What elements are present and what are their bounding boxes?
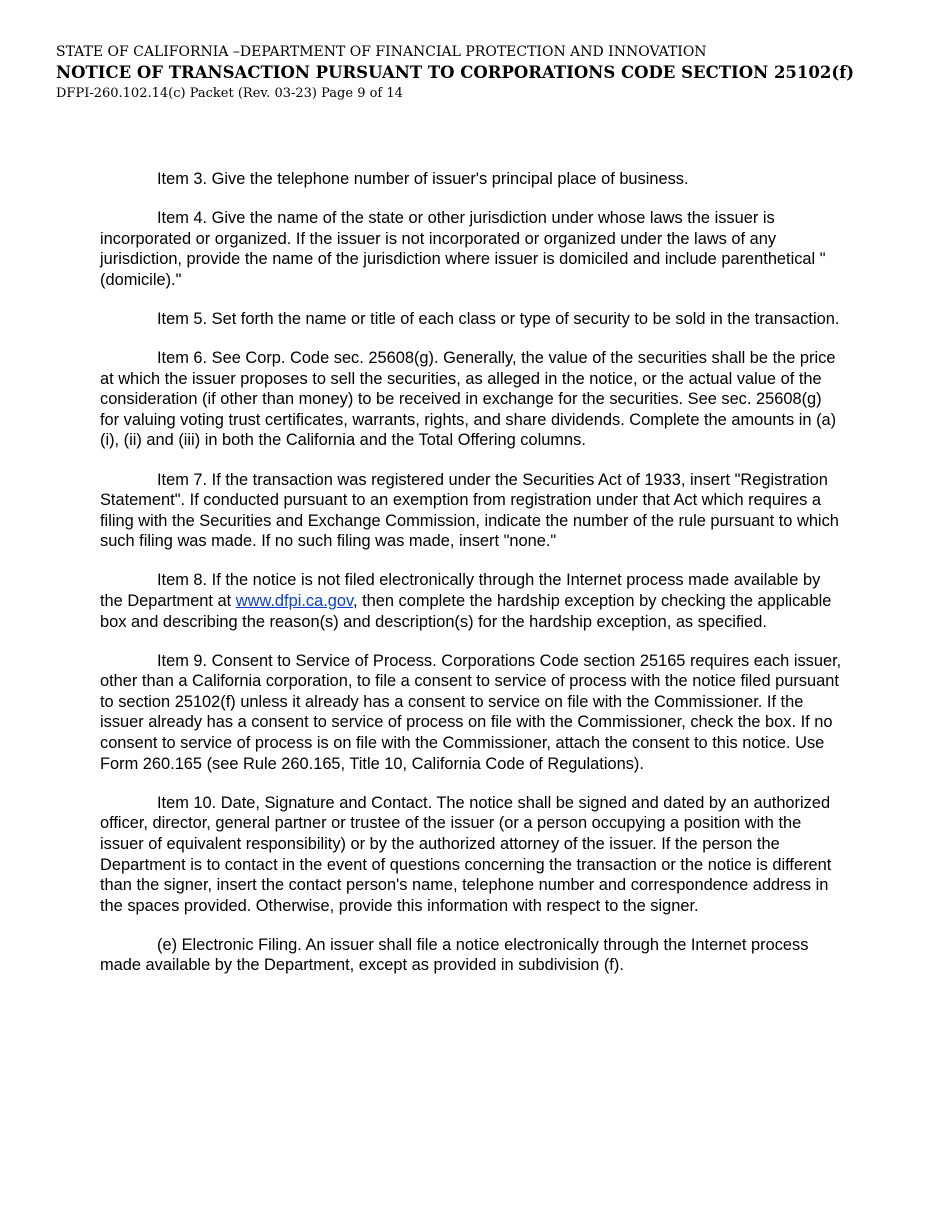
instructions-body [100,169,845,995]
page-title: NOTICE OF TRANSACTION PURSUANT TO CORPORATIONS CODE SECTION 25102(f) [56,63,855,82]
agency-name: STATE OF CALIFORNIA –DEPARTMENT OF FINANCIAL PROTECTION AND INNOVATION [56,44,707,60]
item-8-text-before: Item 8. If the notice is not filed electronically through the Internet process made available by the Department at [100,571,821,610]
item-8-paragraph [100,570,845,632]
form-id: DFPI-260.102.14(c) Packet (Rev. 03-23) Page 9 of 14 [56,86,403,101]
electronic-filing-paragraph: (e) Electronic Filing. An issuer shall file a notice electronically through the Internet process made available by the Department, except as provided in subdivision (f). [100,935,809,975]
page-header [56,42,916,104]
item-6-paragraph: Item 6. See Corp. Code sec. 25608(g). Generally, the value of the securities shall be the price at which the issuer proposes to sell the securities, as alleged in the notice, or the actual value of the consideration (if other than money) to be received in exchange for the securities. See sec. 25608(g) for valuing voting trust certificates, warrants, rights, and share dividends. Complete the amounts in (a)(i), (ii) and (iii) in both the California and the Total Offering columns. [100,349,837,450]
item-3-paragraph: Item 3. Give the telephone number of issuer's principal place of business. [157,170,689,188]
item-7-paragraph: Item 7. If the transaction was registered under the Securities Act of 1933, insert "Registration Statement". If conducted pursuant to an exemption from registration under that Act which requires a filing with the Securities and Exchange Commission, indicate the number of the rule pursuant to which such filing was made. If no such filing was made, insert "none." [100,470,839,551]
dfpi-website-link[interactable]: www.dfpi.ca.gov [235,592,353,610]
item-5-paragraph: Item 5. Set forth the name or title of each class or type of security to be sold in the transaction. [157,309,840,328]
item-10-paragraph: Item 10. Date, Signature and Contact. The notice shall be signed and dated by an authorized officer, director, general partner or trustee of the issuer (or a person occupying a position with the issuer of equivalent responsibility) or by the authorized attorney of the issuer. If the person the Department is to contact in the event of questions concerning the transaction or the notice is different than the signer, insert the contact person's name, telephone number and correspondence address in the spaces provided. Otherwise, provide this information with respect to the signer. [100,793,832,915]
item-4-paragraph: Item 4. Give the name of the state or other jurisdiction under whose laws the issuer is incorporated or organized. If the issuer is not incorporated or organized under the laws of any jurisdiction, provide the name of the jurisdiction where issuer is domiciled and include parenthetical "(domicile)." [100,209,826,289]
item-8-text-after: , then complete the hardship exception by checking the applicable box and describing the reason(s) and description(s) for the hardship exception, as specified. [100,592,832,631]
item-9-paragraph: Item 9. Consent to Service of Process. Corporations Code section 25165 requires each issuer, other than a California corporation, to file a consent to service of process with the notice filed pursuant to section 25102(f) unless it already has a consent to service on file with the Commissioner. If the issuer already has a consent to service of process on file with the Commissioner, check the box. If no consent to service of process is on file with the Commissioner, attach the consent to this notice. Use Form 260.165 (see Rule 260.165, Title 10, California Code of Regulations). [100,651,842,773]
